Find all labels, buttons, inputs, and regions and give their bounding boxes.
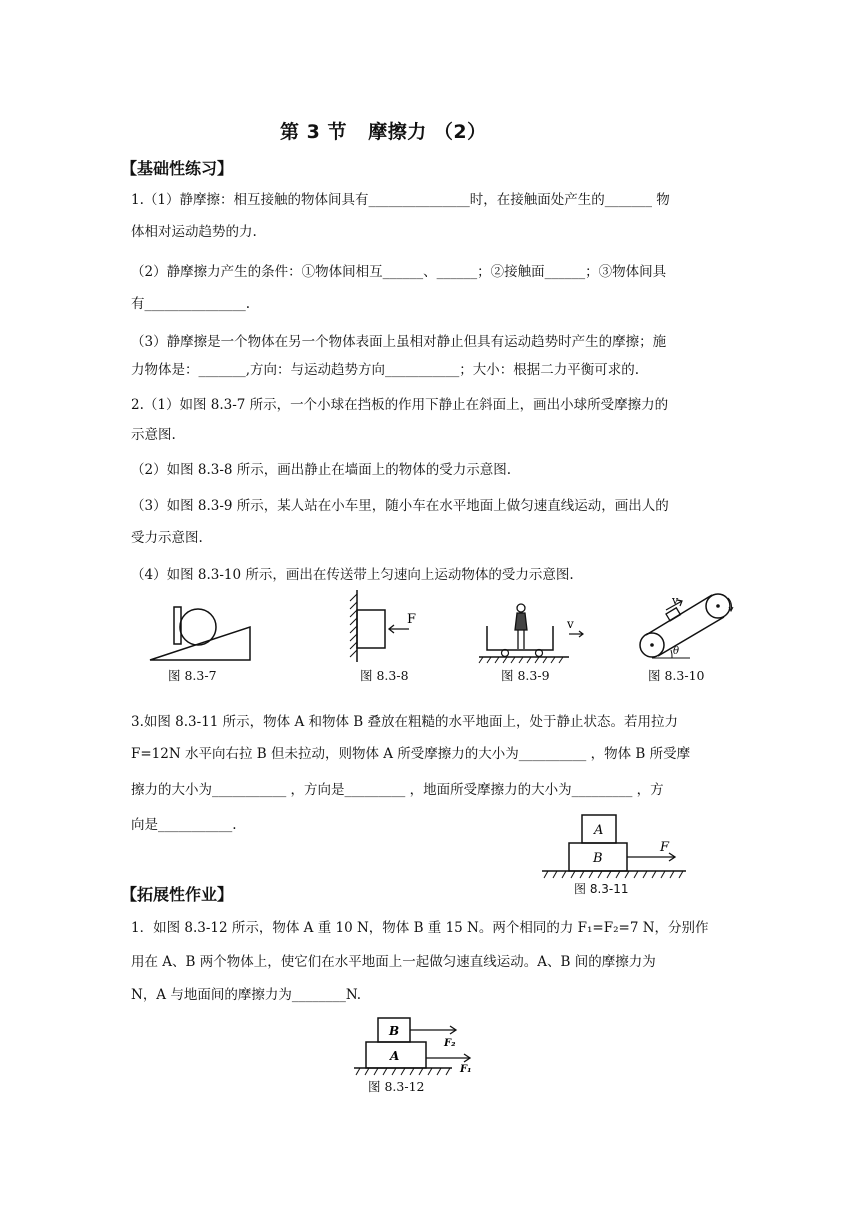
text-line: 力物体是：_______,方向：与运动趋势方向___________；大小：根据二力平衡可求的. — [131, 362, 640, 378]
text-line: 用在 A、B 两个物体上，使它们在水平地面上一起做匀速直线运动。A、B 间的摩擦力为 — [131, 954, 656, 970]
text-line: 1．如图 8.3-12 所示，物体 A 重 10 N，物体 B 重 15 N。两个相同的力 F₁=F₂=7 N，分别作 — [131, 920, 709, 936]
ground-hatch — [544, 871, 683, 878]
text-line: （3）如图 8.3-9 所示，某人站在小车里，随小车在水平地面上做匀速直线运动，画出人的 — [131, 498, 669, 514]
figure-8-3-7 — [148, 605, 258, 665]
figure-caption: 图 8.3-8 — [360, 668, 409, 683]
text-line: 3.如图 8.3-11 所示，物体 A 和物体 B 叠放在粗糙的水平地面上，处于静止状态。若用拉力 — [131, 714, 679, 730]
text-line: （2）如图 8.3-8 所示，画出静止在墙面上的物体的受力示意图. — [131, 462, 512, 478]
person — [515, 604, 527, 649]
velocity-label: v — [567, 617, 574, 631]
text-line: 受力示意图. — [131, 530, 203, 546]
figure-caption: 图 8.3-12 — [368, 1079, 425, 1094]
text-line: 向是___________. — [131, 817, 237, 833]
wall-hatch — [350, 594, 357, 657]
figure-8-3-8 — [345, 588, 430, 664]
block-b-label: B — [593, 851, 603, 866]
force-label: F — [660, 840, 670, 855]
text-line: （4）如图 8.3-10 所示，画出在传送带上匀速向上运动物体的受力示意图. — [131, 567, 574, 583]
section-heading-extended: 【拓展性作业】 — [121, 885, 234, 904]
figure-8-3-11 — [540, 813, 690, 883]
figure-caption: 图 8.3-9 — [501, 668, 550, 683]
block — [357, 610, 385, 648]
velocity-label: v — [672, 594, 679, 607]
figure-caption: 图 8.3-10 — [648, 668, 705, 683]
text-line: 示意图. — [131, 427, 176, 443]
figure-8-3-10 — [632, 590, 742, 662]
section-heading-basic: 【基础性练习】 — [121, 159, 234, 178]
text-line: F=12N 水平向右拉 B 但未拉动，则物体 A 所受摩擦力的大小为__________ ，物体 B 所受摩 — [131, 746, 691, 762]
text-line: 体相对运动趋势的力. — [131, 224, 257, 240]
figure-caption: 图 8.3-7 — [168, 668, 217, 683]
text-line: N，A 与地面间的摩擦力为________N. — [131, 987, 362, 1003]
text-line: 1.（1）静摩擦：相互接触的物体间具有_______________时，在接触面处产生的_______ 物 — [131, 192, 670, 208]
ground-hatch — [479, 657, 563, 663]
incline — [150, 627, 250, 660]
force-label-bottom: F₁ — [460, 1064, 472, 1075]
ground-hatch — [356, 1068, 450, 1075]
block-b-label: B — [389, 1024, 400, 1038]
page-title: 第 3 节 摩擦力 （2） — [280, 121, 487, 143]
angle-label: θ — [673, 646, 680, 657]
force-label-top: F₂ — [444, 1038, 456, 1049]
block-a-label: A — [390, 1049, 400, 1063]
text-line: 擦力的大小为___________ ，方向是_________ ，地面所受摩擦力的大小为_________ ，方 — [131, 782, 664, 798]
ball — [180, 609, 216, 645]
figure-8-3-12 — [352, 1016, 482, 1080]
force-label: F — [407, 612, 417, 627]
text-line: 有_______________. — [131, 296, 251, 312]
text-line: （3）静摩擦是一个物体在另一个物体表面上虽相对静止但具有运动趋势时产生的摩擦；施 — [131, 334, 667, 350]
figure-caption: 图 8.3-11 — [574, 882, 629, 896]
box — [666, 608, 680, 621]
text-line: 2.（1）如图 8.3-7 所示，一个小球在挡板的作用下静止在斜面上，画出小球所受摩擦力的 — [131, 397, 669, 413]
belt-bottom — [658, 617, 724, 656]
figure-8-3-9 — [477, 600, 592, 664]
block-a-label: A — [594, 823, 604, 838]
text-line: （2）静摩擦力产生的条件：①物体间相互______、______；②接触面______；③物体间具 — [131, 264, 667, 280]
